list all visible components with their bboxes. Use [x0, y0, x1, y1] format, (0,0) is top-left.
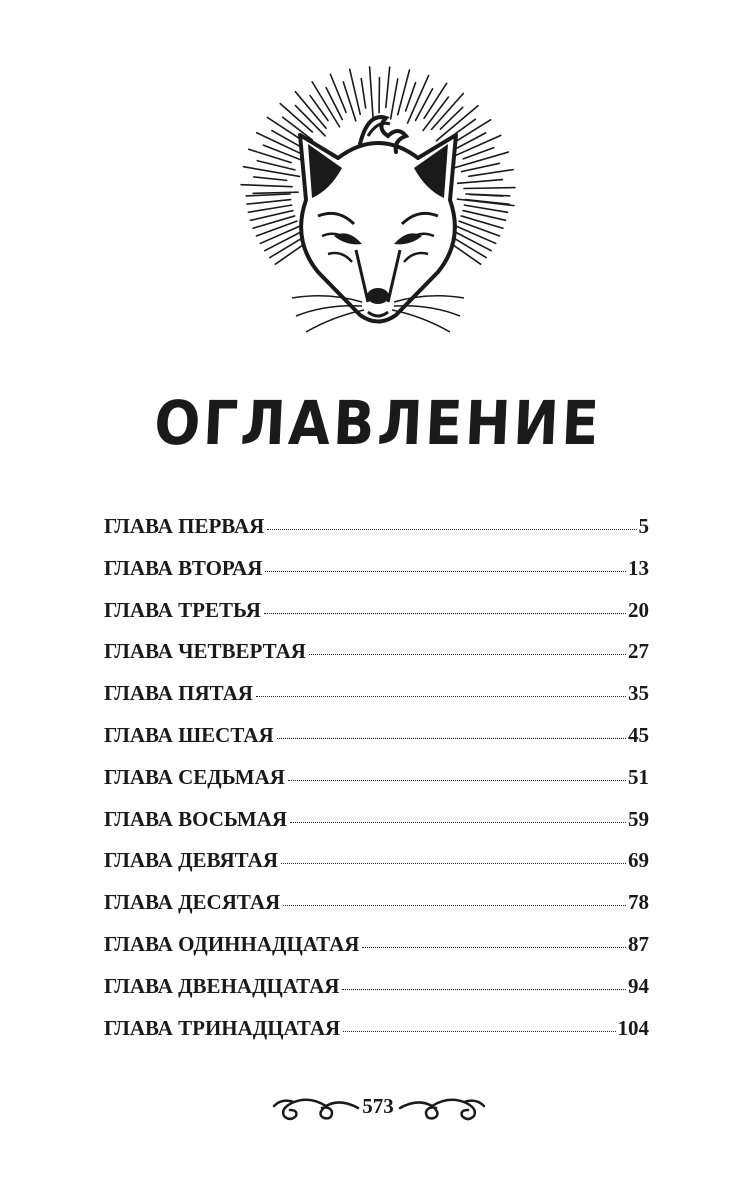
toc-page-number: 45: [628, 722, 649, 747]
toc-chapter-label: ГЛАВА ПЕРВАЯ: [104, 514, 265, 538]
toc-row: [104, 556, 649, 598]
toc-dot-leader: [264, 613, 626, 614]
toc-page-number: 87: [628, 931, 649, 956]
toc-dot-leader: [342, 989, 626, 990]
toc-chapter-label: ГЛАВА ШЕСТАЯ: [104, 722, 274, 747]
toc-page-number: 104: [617, 1015, 649, 1040]
fox-head-icon: [238, 40, 518, 340]
toc-dot-leader: [256, 696, 626, 697]
page-title: ОГЛАВЛЕНИЕ: [152, 388, 604, 459]
toc-row: [104, 974, 649, 1016]
toc-row: [104, 681, 649, 723]
toc-row: [104, 765, 649, 807]
toc-dot-leader: [283, 905, 626, 906]
toc-page-number: 20: [628, 597, 649, 622]
toc-row: [104, 932, 649, 974]
toc-chapter-label: ГЛАВА ТРИНАДЦАТАЯ: [104, 1015, 341, 1040]
toc-page-number: 94: [628, 973, 649, 998]
toc-row: [104, 1016, 649, 1058]
toc-row: [104, 514, 649, 556]
toc-page-number: 27: [628, 639, 649, 664]
page-number: 573: [362, 1094, 394, 1118]
toc-dot-leader: [267, 529, 636, 530]
toc-chapter-label: ГЛАВА СЕДЬМАЯ: [104, 764, 285, 789]
toc-chapter-label: ГЛАВА ВОСЬМАЯ: [104, 806, 288, 831]
toc-chapter-label: ГЛАВА ДВЕНАДЦАТАЯ: [104, 973, 340, 998]
toc-page-number: 59: [628, 806, 649, 831]
toc-page-number: 13: [628, 555, 649, 580]
toc-dot-leader: [309, 654, 626, 655]
toc-row: [104, 723, 649, 765]
toc-dot-leader: [281, 863, 626, 864]
toc-row: [104, 639, 649, 681]
toc-chapter-label: ГЛАВА ДЕВЯТАЯ: [104, 848, 278, 873]
toc-page-number: 51: [628, 764, 649, 789]
toc-row: [104, 848, 649, 890]
toc-chapter-label: ГЛАВА ПЯТАЯ: [104, 681, 253, 706]
toc-dot-leader: [343, 1031, 615, 1032]
toc-chapter-label: ГЛАВА ЧЕТВЕРТАЯ: [104, 639, 306, 664]
toc-page-number: 78: [628, 890, 649, 915]
toc-page-number: 35: [628, 681, 649, 706]
toc-dot-leader: [277, 738, 626, 739]
toc-dot-leader: [290, 822, 626, 823]
toc-row: [104, 807, 649, 849]
table-of-contents: [104, 514, 649, 1057]
ornament-right-icon: [398, 1088, 488, 1128]
toc-dot-leader: [265, 571, 626, 572]
toc-page-number: 69: [628, 848, 649, 873]
toc-dot-leader: [288, 780, 626, 781]
toc-chapter-label: ГЛАВА ДЕСЯТАЯ: [104, 890, 281, 915]
toc-row: [104, 598, 649, 640]
toc-row: [104, 890, 649, 932]
toc-page-number: 5: [638, 514, 649, 538]
toc-dot-leader: [362, 947, 626, 948]
page-footer: [0, 1088, 756, 1134]
toc-chapter-label: ГЛАВА ОДИННАДЦАТАЯ: [104, 931, 360, 956]
toc-chapter-label: ГЛАВА ТРЕТЬЯ: [104, 597, 261, 622]
toc-chapter-label: ГЛАВА ВТОРАЯ: [104, 555, 263, 580]
